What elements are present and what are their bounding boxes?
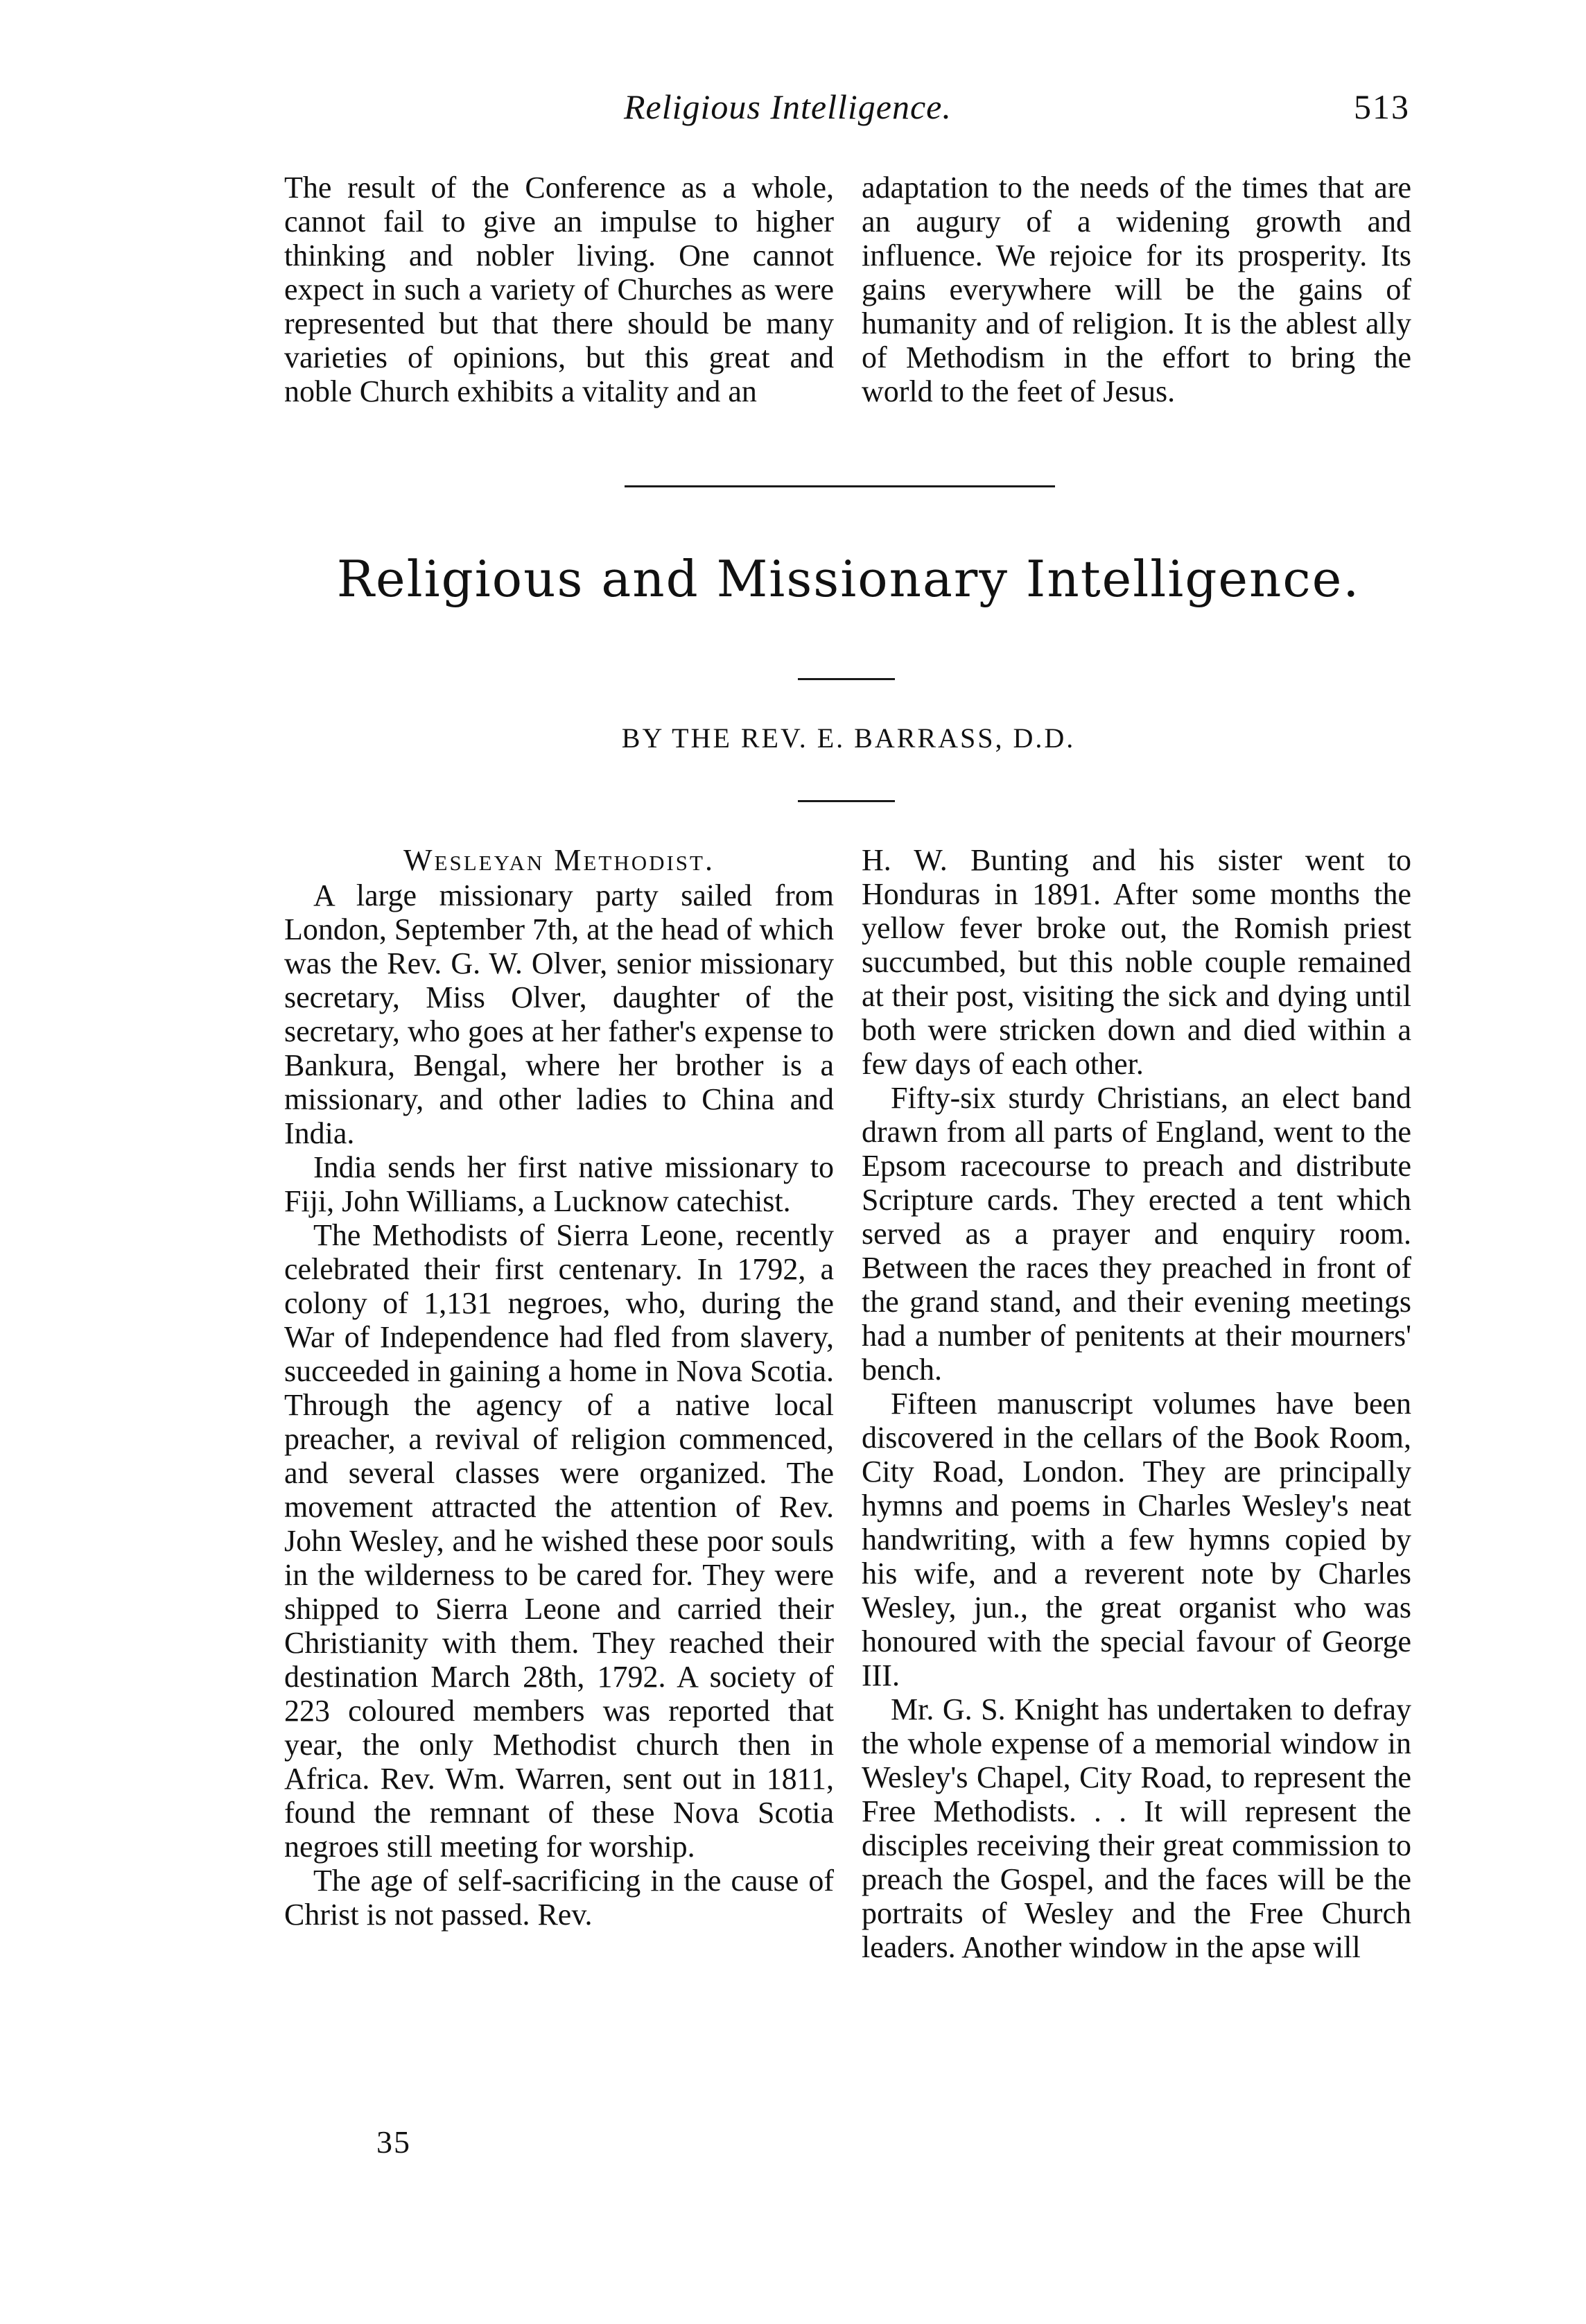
subhead: Wesleyan Methodist. [403, 843, 715, 877]
paragraph: The age of self-sacrificing in the cause of Christ is not passed. Rev. [284, 1864, 834, 1932]
continuation-left-text: The result of the Conference as a whole, cannot fail to give an impulse to higher thinking and nobler living. One cannot expect in such a variety of Churches as were represented but that there should be many varieties of opinions, but this great and noble Church exhibits a vitality and an [284, 171, 834, 408]
page-number: 513 [1354, 87, 1410, 126]
paragraph: The Methodists of Sierra Leone, recently celebrated their first centenary. In 1792, a colony of 1,131 negroes, who, during the War of Independence had fled from slavery, succeeded in gaining a home in Nova Scotia. Through the agency of a native local preacher, a revival of religion commenced, and several classes were organized. The movement attracted the attention of Rev. John Wesley, and he wished these poor souls in the wilderness to be cared for. They were shipped to Sierra Leone and carried their Christianity with them. They reached their destination March 28th, 1792. A society of 223 coloured members was reported that year, the only Methodist church then in Africa. Rev. Wm. Warren, sent out in 1811, found the remnant of these Nova Scotia negroes still meeting for worship. [284, 1218, 834, 1864]
paragraph: Fifteen manuscript volumes have been discovered in the cellars of the Book Room, City Road, London. They are principally hymns and poems in Charles Wesley's neat handwriting, with a few hymns copied by his wife, and a reverent note by Charles Wesley, jun., the great organist who was honoured with the special favour of George III. [862, 1387, 1411, 1692]
continuation-right-column [862, 171, 1411, 408]
paragraph: A large missionary party sailed from London, September 7th, at the head of which was the Rev. G. W. Olver, senior missionary secretary, Miss Olver, daughter of the secretary, who goes at her father's expense to Bankura, Bengal, where her brother is a missionary, and other ladies to China and India. [284, 878, 835, 1150]
article-right-column [862, 843, 1411, 1964]
paragraph: India sends her first native missionary to Fiji, John Williams, a Lucknow catechist. [284, 1150, 834, 1218]
paragraph: Mr. G. S. Knight has undertaken to defray the whole expense of a memorial window in Wesley's Chapel, City Road, to represent the Free Methodists. . . It will represent the disciples receiving their great commission to preach the Gospel, and the faces will be the portraits of Wesley and the Free Church leaders. Another window in the apse will [862, 1692, 1411, 1964]
byline-divider-bottom [798, 800, 895, 802]
article-left-column [284, 843, 834, 1932]
section-divider [625, 485, 1055, 487]
paragraph: Fifty-six sturdy Christians, an elect band drawn from all parts of England, went to the Epsom racecourse to preach and distribute Scripture cards. They erected a tent which served as a prayer and enquiry room. Between the races they preached in front of the grand stand, and their evening meetings had a number of penitents at their mourners' bench. [862, 1081, 1411, 1387]
paragraph-continuation: H. W. Bunting and his sister went to Honduras in 1891. After some months the yellow fever broke out, the Romish priest succumbed, but this noble couple remained at their post, visiting the sick and dying until both were stricken down and died within a few days of each other. [862, 843, 1411, 1081]
continuation-right-text: adaptation to the needs of the times that are an augury of a widening growth and influence. We rejoice for its prosperity. Its gains everywhere will be the gains of humanity and of religion. It is the ablest ally of Methodism in the effort to bring the world to the feet of Jesus. [862, 171, 1411, 408]
continuation-left-column [284, 171, 834, 408]
section-title: Religious and Missionary Intelligence. [336, 550, 1361, 608]
signature-mark: 35 [376, 2124, 411, 2160]
byline-divider-top [798, 678, 895, 680]
byline: BY THE REV. E. BARRASS, D.D. [621, 722, 1076, 754]
running-title: Religious Intelligence. [624, 87, 952, 126]
